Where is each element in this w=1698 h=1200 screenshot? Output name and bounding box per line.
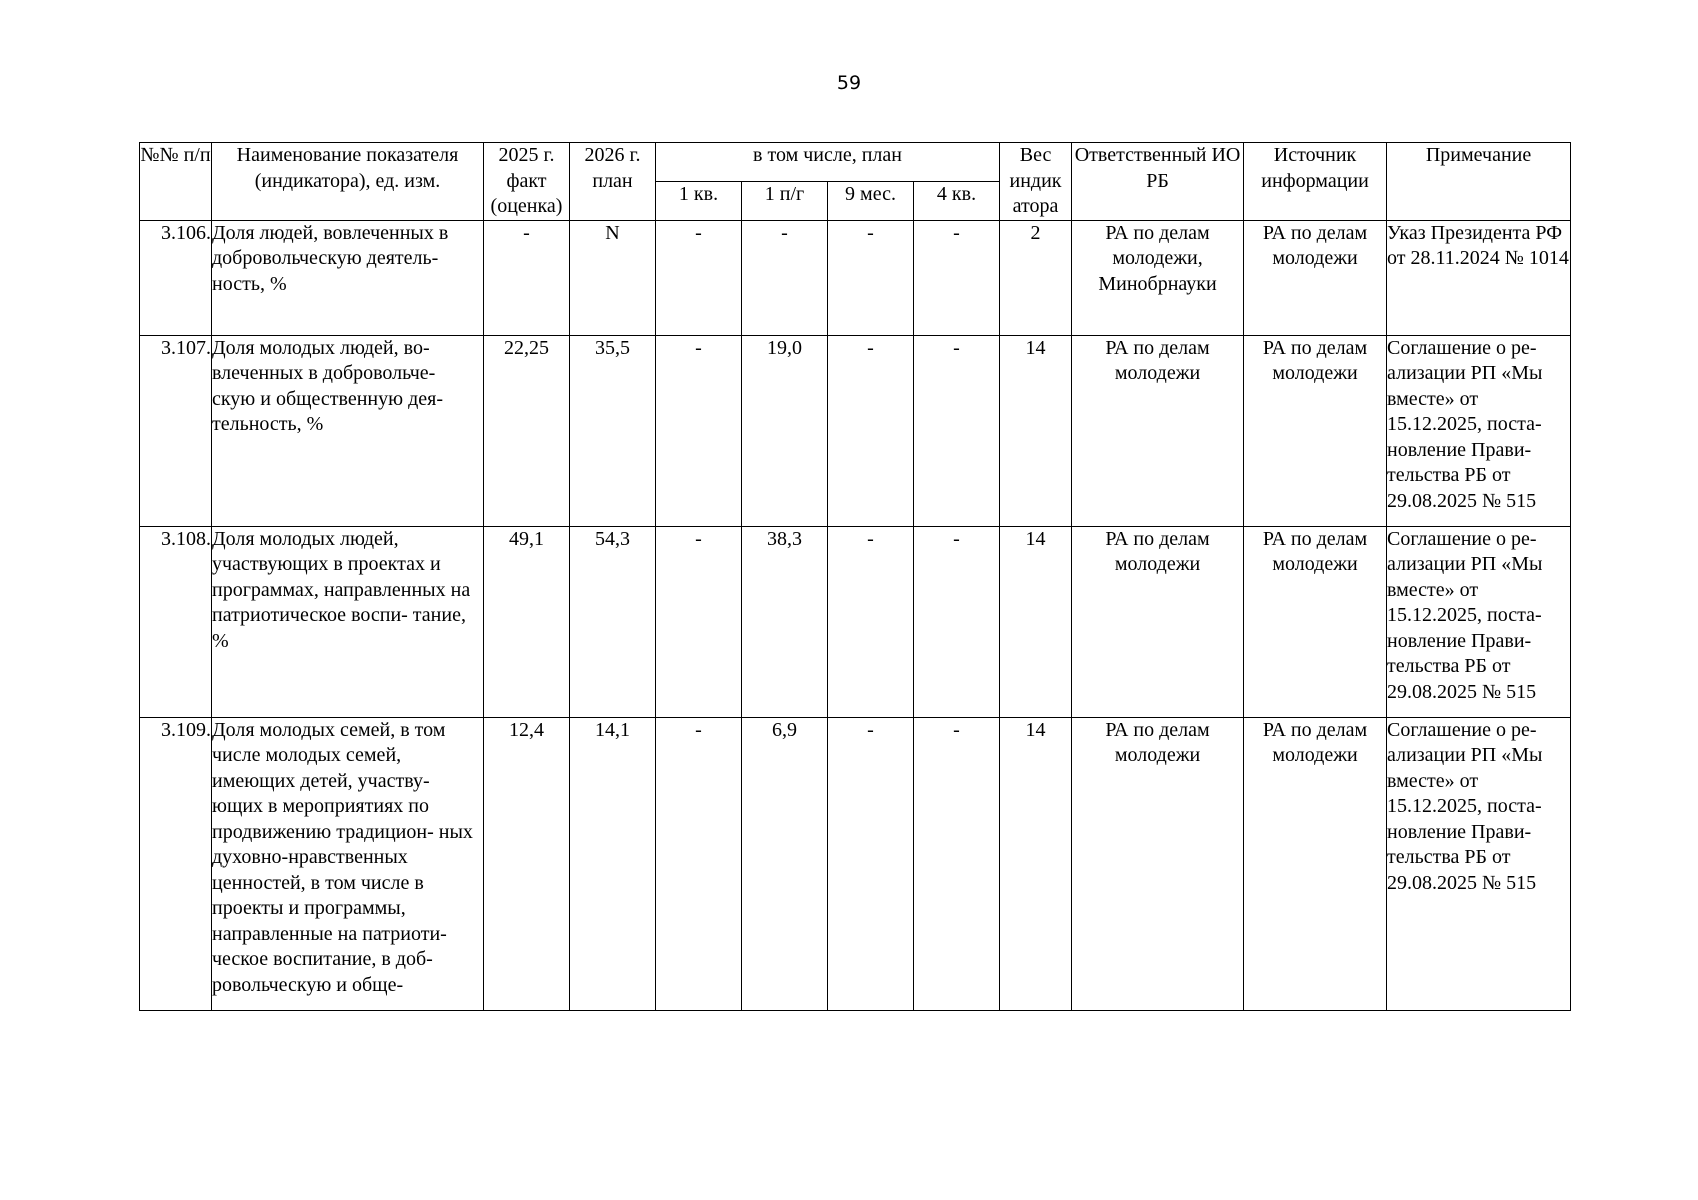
row-num: 3.107. <box>140 335 212 526</box>
row-fact-2025: 22,25 <box>484 335 570 526</box>
row-h1: 38,3 <box>742 526 828 717</box>
row-responsible: РА по делам молодежи <box>1072 717 1244 1010</box>
row-fact-2025: - <box>484 220 570 335</box>
row-source: РА по делам молодежи <box>1244 335 1387 526</box>
row-indicator-name: Доля молодых людей, во- влеченных в добровольче- скую и общественную дея- тельность, % <box>212 335 484 526</box>
row-q4: - <box>914 220 1000 335</box>
row-indicator-name: Доля молодых людей, участвующих в проектах и программах, направленных на патриотическое воспи- тание, % <box>212 526 484 717</box>
row-m9: - <box>828 526 914 717</box>
row-num: 3.106. <box>140 220 212 335</box>
header-q4: 4 кв. <box>914 181 1000 220</box>
row-note: Указ Президента РФ от 28.11.2024 № 1014 <box>1387 220 1571 335</box>
row-indicator-name: Доля людей, вовлеченных в добровольческую деятель- ность, % <box>212 220 484 335</box>
row-fact-2025: 12,4 <box>484 717 570 1010</box>
header-q1: 1 кв. <box>656 181 742 220</box>
header-responsible: Ответственный ИО РБ <box>1072 143 1244 221</box>
indicators-table <box>139 142 1571 1011</box>
table-row <box>140 717 1571 1010</box>
row-fact-2025: 49,1 <box>484 526 570 717</box>
row-weight: 14 <box>1000 717 1072 1010</box>
row-plan-2026: N <box>570 220 656 335</box>
row-m9: - <box>828 717 914 1010</box>
row-m9: - <box>828 335 914 526</box>
row-responsible: РА по делам молодежи <box>1072 526 1244 717</box>
table-row <box>140 335 1571 526</box>
row-h1: 6,9 <box>742 717 828 1010</box>
header-weight: Вес индик атора <box>1000 143 1072 221</box>
header-m9: 9 мес. <box>828 181 914 220</box>
row-note: Соглашение о ре- ализации РП «Мы вместе» от 15.12.2025, поста- новление Прави- тельства РБ от 29.08.2025 № 515 <box>1387 717 1571 1010</box>
row-num: 3.108. <box>140 526 212 717</box>
header-h1: 1 п/г <box>742 181 828 220</box>
row-responsible: РА по делам молодежи, Минобрнауки <box>1072 220 1244 335</box>
header-source: Источник информации <box>1244 143 1387 221</box>
header-plan-2026: 2026 г. план <box>570 143 656 221</box>
row-q1: - <box>656 526 742 717</box>
header-note: Примечание <box>1387 143 1571 221</box>
table-row <box>140 220 1571 335</box>
page-number: 59 <box>836 72 862 94</box>
row-weight: 2 <box>1000 220 1072 335</box>
row-plan-2026: 54,3 <box>570 526 656 717</box>
row-note: Соглашение о ре- ализации РП «Мы вместе» от 15.12.2025, поста- новление Прави- тельства РБ от 29.08.2025 № 515 <box>1387 526 1571 717</box>
row-indicator-name: Доля молодых семей, в том числе молодых семей, имеющих детей, участву- ющих в мероприятиях по продвижению традицион- ных духовно-нравственных ценностей, в том числе в проекты и программы, направленные на патриоти- ческое воспитание, в доб- ровольческую и обще- <box>212 717 484 1010</box>
row-q1: - <box>656 717 742 1010</box>
row-note: Соглашение о ре- ализации РП «Мы вместе» от 15.12.2025, поста- новление Прави- тельства РБ от 29.08.2025 № 515 <box>1387 335 1571 526</box>
row-weight: 14 <box>1000 526 1072 717</box>
row-q1: - <box>656 220 742 335</box>
row-q1: - <box>656 335 742 526</box>
row-responsible: РА по делам молодежи <box>1072 335 1244 526</box>
header-fact-2025: 2025 г. факт (оценка) <box>484 143 570 221</box>
row-m9: - <box>828 220 914 335</box>
header-row <box>140 143 1571 182</box>
row-num: 3.109. <box>140 717 212 1010</box>
row-weight: 14 <box>1000 335 1072 526</box>
header-including-plan: в том числе, план <box>656 143 1000 182</box>
row-plan-2026: 14,1 <box>570 717 656 1010</box>
row-source: РА по делам молодежи <box>1244 717 1387 1010</box>
row-q4: - <box>914 717 1000 1010</box>
row-h1: - <box>742 220 828 335</box>
row-q4: - <box>914 526 1000 717</box>
table-row <box>140 526 1571 717</box>
row-plan-2026: 35,5 <box>570 335 656 526</box>
row-source: РА по делам молодежи <box>1244 526 1387 717</box>
header-num: №№ п/п <box>140 143 212 221</box>
row-h1: 19,0 <box>742 335 828 526</box>
row-source: РА по делам молодежи <box>1244 220 1387 335</box>
row-q4: - <box>914 335 1000 526</box>
header-name: Наименование показателя (индикатора), ед. изм. <box>212 143 484 221</box>
